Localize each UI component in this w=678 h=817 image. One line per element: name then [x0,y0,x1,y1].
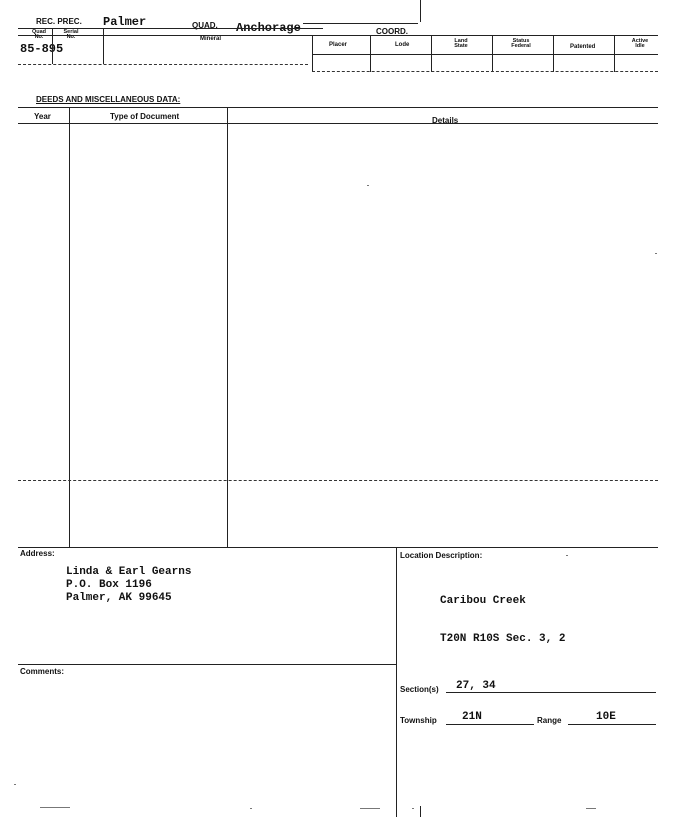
header-div-active [614,35,615,72]
header-div-placer [312,35,313,72]
deeds-col-div-1 [69,108,70,548]
address-label: Address: [20,549,55,558]
lower-center-divider [396,547,397,817]
comments-label: Comments: [20,667,65,676]
section-value: 27, 34 [456,680,496,692]
rec-prec-value: Palmer [103,15,147,29]
col-type-label: Type of Document [110,112,180,121]
status-federal-label: Status Federal [511,38,531,49]
coord-label: COORD. [376,27,408,36]
header-rule-1b [303,23,418,24]
header-div-lode [370,35,371,72]
address-line-2: P.O. Box 1196 [66,579,152,591]
deeds-section-title: DEEDS AND MISCELLANEOUS DATA: [36,95,181,104]
range-value: 10E [596,711,616,723]
township-underline [446,724,534,725]
township-label: Township [400,716,437,725]
patented-label: Patented [570,44,596,50]
address-line-1: Linda & Earl Gearns [66,566,192,578]
location-description-label: Location Description: [400,551,483,560]
location-line-1: Caribou Creek [440,595,526,607]
deeds-header-rule [18,123,658,124]
serial-no-label: Serial No. [63,29,79,40]
comments-rule [18,664,396,665]
header-dashed-rule-1 [18,64,308,65]
scan-speck [655,253,657,254]
scan-speck [360,808,380,809]
header-dashed-rule-2 [312,71,658,72]
section-underline [446,692,656,693]
header-div-patented [553,35,554,72]
mineral-label: Mineral [200,36,222,42]
header-div-status [492,35,493,72]
scan-speck [566,555,568,556]
scan-speck [14,784,16,785]
active-idle-label: Active Idle [631,38,649,49]
header-rule-3 [312,54,658,55]
deeds-col-div-2 [227,108,228,548]
rec-prec-label: REC. PREC. [36,17,82,26]
deeds-bottom-rule [18,547,658,548]
quad-value: Anchorage [236,21,301,35]
bottom-center-tick [420,806,421,817]
quad-label: QUAD. [192,21,218,30]
range-underline [568,724,656,725]
header-div-mineral [103,29,104,64]
address-line-3: Palmer, AK 99645 [66,592,172,604]
location-line-2: T20N R10S Sec. 3, 2 [440,633,566,645]
header-div-serial [52,29,53,64]
col-details-label: Details [432,116,459,125]
scan-speck [367,185,369,186]
township-value: 21N [462,711,482,723]
scan-speck [586,808,596,809]
scan-speck [40,807,70,808]
scan-speck [250,808,252,809]
deeds-top-rule [18,107,658,108]
header-rule-2 [18,35,658,36]
quad-no-value: 85-895 [20,42,64,56]
land-state-label: Land State [454,38,468,49]
lode-label: Lode [395,42,410,48]
quad-no-label: Quad No. [31,29,47,40]
range-label: Range [537,716,562,725]
placer-label: Placer [329,42,348,48]
deeds-dashed-rule [18,480,658,481]
section-label: Section(s) [400,685,439,694]
col-year-label: Year [34,112,51,121]
header-div-land [431,35,432,72]
scan-speck [412,808,414,809]
top-center-tick [420,0,421,22]
